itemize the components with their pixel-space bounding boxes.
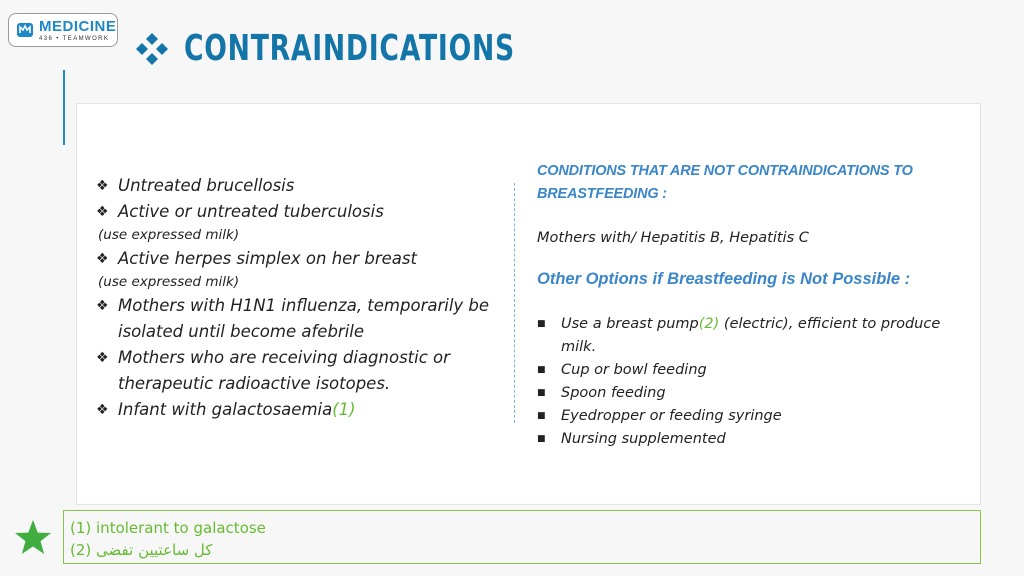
logo-icon — [15, 20, 35, 40]
square-bullet-icon: ■ — [537, 319, 546, 329]
square-bullet-icon: ■ — [537, 365, 546, 375]
list-item — [96, 293, 501, 345]
right-column — [537, 160, 967, 451]
list-item — [96, 397, 501, 423]
list-item-text: Mothers with H1N1 influenza, temporarily be isolated until become afebrile — [118, 296, 490, 341]
footnote-2-text: كل ساعتيين تفضى — [96, 541, 213, 559]
footnote-ref: (2) — [698, 316, 720, 332]
list-item-text: Active herpes simplex on her breast — [118, 249, 417, 268]
medicine-logo — [8, 13, 118, 47]
list-item-note: (use expressed milk) — [98, 274, 240, 290]
list-item — [537, 313, 967, 359]
page-title: CONTRAINDICATIONS — [184, 28, 515, 69]
diamond-bullet-icon — [134, 31, 170, 67]
list-item-text: Mothers who are receiving diagnostic or therapeutic radioactive isotopes. — [118, 348, 450, 393]
footnote-ref: (1) — [332, 400, 356, 419]
list-item — [96, 345, 501, 397]
list-item — [96, 246, 501, 272]
not-contraindications-heading: CONDITIONS THAT ARE NOT CONTRAINDICATIONS TO BREASTFEEDING : — [537, 163, 913, 202]
option-text: Eyedropper or feeding syringe — [561, 408, 782, 424]
option-text — [561, 313, 967, 359]
list-item-text — [118, 397, 501, 423]
logo-title: MEDICINE — [39, 17, 117, 35]
option-text-tail: (electric), efficient to produce milk. — [561, 316, 941, 355]
square-bullet-icon: ■ — [537, 434, 546, 444]
list-item — [537, 359, 967, 382]
list-item-text: Active or untreated tuberculosis — [118, 202, 384, 221]
square-bullet-icon: ■ — [537, 388, 546, 398]
footnote-2-number: (2) — [70, 541, 92, 559]
options-heading: Other Options if Breastfeeding is Not Possible : — [537, 270, 911, 288]
option-text-main: Use a breast pump — [561, 316, 699, 332]
diamond-bullet-icon: ❖ — [96, 178, 109, 194]
contraindications-list — [96, 173, 501, 423]
list-item-text-main: Infant with galactosaemia — [118, 400, 333, 419]
diamond-bullet-icon: ❖ — [96, 298, 109, 314]
footnote-2 — [70, 539, 980, 561]
list-item — [96, 173, 501, 199]
footnote-1: (1) intolerant to galactose — [70, 519, 266, 537]
logo-subtitle: 436 • TEAMWORK — [39, 35, 110, 42]
list-item — [96, 199, 501, 225]
footnotes-box — [63, 510, 981, 564]
square-bullet-icon: ■ — [537, 411, 546, 421]
conditions-text: Mothers with/ Hepatitis B, Hepatitis C — [537, 230, 809, 246]
accent-bar — [63, 70, 65, 145]
list-item — [537, 382, 967, 405]
diamond-bullet-icon: ❖ — [96, 350, 109, 366]
column-divider — [514, 183, 515, 423]
diamond-bullet-icon: ❖ — [96, 402, 109, 418]
list-item — [537, 405, 967, 428]
list-item-text: Untreated brucellosis — [118, 176, 295, 195]
diamond-bullet-icon: ❖ — [96, 251, 109, 267]
list-item-note: (use expressed milk) — [98, 227, 240, 243]
option-text: Spoon feeding — [561, 385, 666, 401]
option-text: Nursing supplemented — [561, 431, 726, 447]
star-icon — [13, 518, 53, 558]
list-item — [537, 428, 967, 451]
option-text: Cup or bowl feeding — [561, 362, 707, 378]
options-list — [537, 313, 967, 451]
diamond-bullet-icon: ❖ — [96, 204, 109, 220]
title-area — [134, 28, 631, 69]
